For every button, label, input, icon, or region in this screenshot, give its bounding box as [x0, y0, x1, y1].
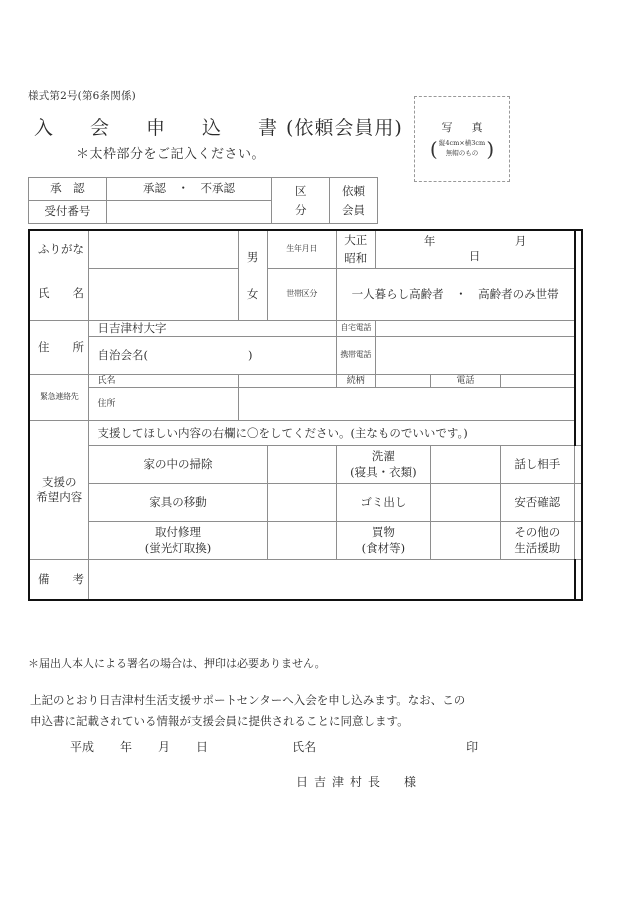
table-row: [29, 178, 378, 201]
support-section-label: 支援の 希望内容: [29, 421, 89, 560]
birth-day: 日: [468, 249, 481, 264]
emergency-address-label: 住所: [89, 388, 238, 421]
support-item-label: 家具の移動: [89, 484, 267, 522]
support-item-label: 家の中の掃除: [89, 446, 267, 484]
address-field[interactable]: 日吉津村大字: [89, 320, 336, 337]
year-label[interactable]: 年: [120, 740, 133, 754]
support-item-mark[interactable]: [431, 522, 501, 560]
receipt-number-field[interactable]: [106, 201, 272, 224]
table-row: [29, 421, 582, 446]
support-item-label: 安否確認: [500, 484, 574, 522]
month-label[interactable]: 月: [158, 740, 171, 754]
photo-dimensions: 縦4cm×横3cm: [438, 139, 486, 148]
category-label: 区 分: [272, 178, 330, 224]
era-label: 平成: [70, 740, 95, 754]
household-type-options[interactable]: 一人暮らし高齢者 ・ 高齢者のみ世帯: [336, 268, 574, 320]
table-row: [29, 388, 582, 421]
support-item-label: 取付修理 (蛍光灯取換): [89, 522, 267, 560]
member-type: 依頼 会員: [330, 178, 378, 224]
furigana-label: ふりがな: [29, 230, 89, 268]
emergency-phone-label: 電話: [431, 375, 501, 388]
home-phone-label: 自宅電話: [336, 320, 375, 337]
address-label: 住 所: [29, 320, 89, 375]
approval-label: 承 認: [29, 178, 107, 201]
mobile-phone-field[interactable]: [375, 337, 574, 375]
birthdate-label: 生年月日: [267, 230, 336, 268]
emergency-contact-label: 緊急連絡先: [29, 375, 89, 421]
home-phone-field[interactable]: [375, 320, 574, 337]
photo-hat-note: 無帽のもの: [445, 149, 479, 157]
support-item-label: その他の 生活援助: [500, 522, 574, 560]
support-item-label: 洗濯 (寝具・衣類): [336, 446, 430, 484]
support-item-label: 話し相手: [500, 446, 574, 484]
seal-mark-label[interactable]: 印: [466, 740, 479, 754]
birth-year: 年: [423, 233, 436, 248]
closing-statement: [30, 690, 465, 733]
emergency-relation-label: 続柄: [336, 375, 375, 388]
table-row: [29, 446, 582, 484]
receipt-number-label: 受付番号: [29, 201, 107, 224]
remarks-field[interactable]: [89, 560, 575, 600]
approval-table: [28, 177, 378, 224]
support-item-mark[interactable]: [267, 522, 336, 560]
title-suffix: (依頼会員用): [286, 117, 403, 139]
photo-size-note: ( 縦4cm×横3cm 無帽のもの ): [429, 137, 495, 161]
support-item-mark[interactable]: [431, 484, 501, 522]
gender-field[interactable]: 男 女: [238, 230, 267, 320]
support-item-label: 買物 (食材等): [336, 522, 430, 560]
table-row: [29, 230, 582, 268]
form-subtitle: ＊太枠部分をご記入ください。: [76, 147, 266, 162]
closing-line-2: 申込書に記載されている情報が支援会員に提供されることに同意します。: [30, 714, 409, 729]
era-selector[interactable]: 大正 昭和: [336, 230, 375, 268]
title-main: 入 会 申 込 書: [34, 117, 287, 139]
table-row: [29, 484, 582, 522]
approval-options[interactable]: 承認 ・ 不承認: [106, 178, 272, 201]
photo-label: 写 真: [441, 121, 487, 135]
addressee-line: 日吉津村長 様: [295, 775, 422, 789]
name-label: 氏 名: [29, 268, 89, 320]
mobile-phone-label: 携帯電話: [336, 337, 375, 375]
table-row: [29, 522, 582, 560]
support-instruction: 支援してほしい内容の右欄に〇をしてください。(主なものでいいです。): [89, 421, 575, 446]
remarks-label: 備 考: [29, 560, 89, 600]
emergency-address-field[interactable]: [238, 388, 574, 421]
table-row: [29, 268, 582, 320]
table-row: [29, 375, 582, 388]
furigana-field[interactable]: [89, 230, 238, 268]
support-item-label: ゴミ出し: [336, 484, 430, 522]
birthdate-field[interactable]: [375, 230, 574, 268]
page-title: [34, 113, 403, 140]
support-item-mark[interactable]: [575, 484, 583, 522]
signature-name-label[interactable]: 氏名: [292, 740, 317, 754]
support-item-mark[interactable]: [267, 484, 336, 522]
support-item-mark[interactable]: [575, 446, 583, 484]
support-item-mark[interactable]: [267, 446, 336, 484]
seal-note: ＊届出人本人による署名の場合は、押印は必要ありません。: [28, 657, 326, 670]
signature-line: [70, 738, 540, 755]
form-number: 様式第2号(第6条関係): [28, 90, 136, 102]
name-field[interactable]: [89, 268, 238, 320]
emergency-name-label: 氏名: [89, 375, 238, 388]
table-row: [29, 560, 582, 600]
emergency-phone-field[interactable]: [500, 375, 574, 388]
photo-box: [414, 96, 510, 182]
emergency-relation-field[interactable]: [375, 375, 430, 388]
table-row: [29, 320, 582, 337]
table-row: [29, 337, 582, 375]
support-item-mark[interactable]: [431, 446, 501, 484]
support-item-mark[interactable]: [575, 522, 583, 560]
birth-month: 月: [514, 233, 527, 248]
association-field[interactable]: 自治会名( ): [89, 337, 336, 375]
day-label[interactable]: 日: [196, 740, 209, 754]
closing-line-1: 上記のとおり日吉津村生活支援サポートセンターへ入会を申し込みます。なお、この: [30, 693, 466, 707]
emergency-name-field[interactable]: [238, 375, 336, 388]
main-form-table: [28, 229, 583, 601]
household-type-label: 世帯区分: [267, 268, 336, 320]
